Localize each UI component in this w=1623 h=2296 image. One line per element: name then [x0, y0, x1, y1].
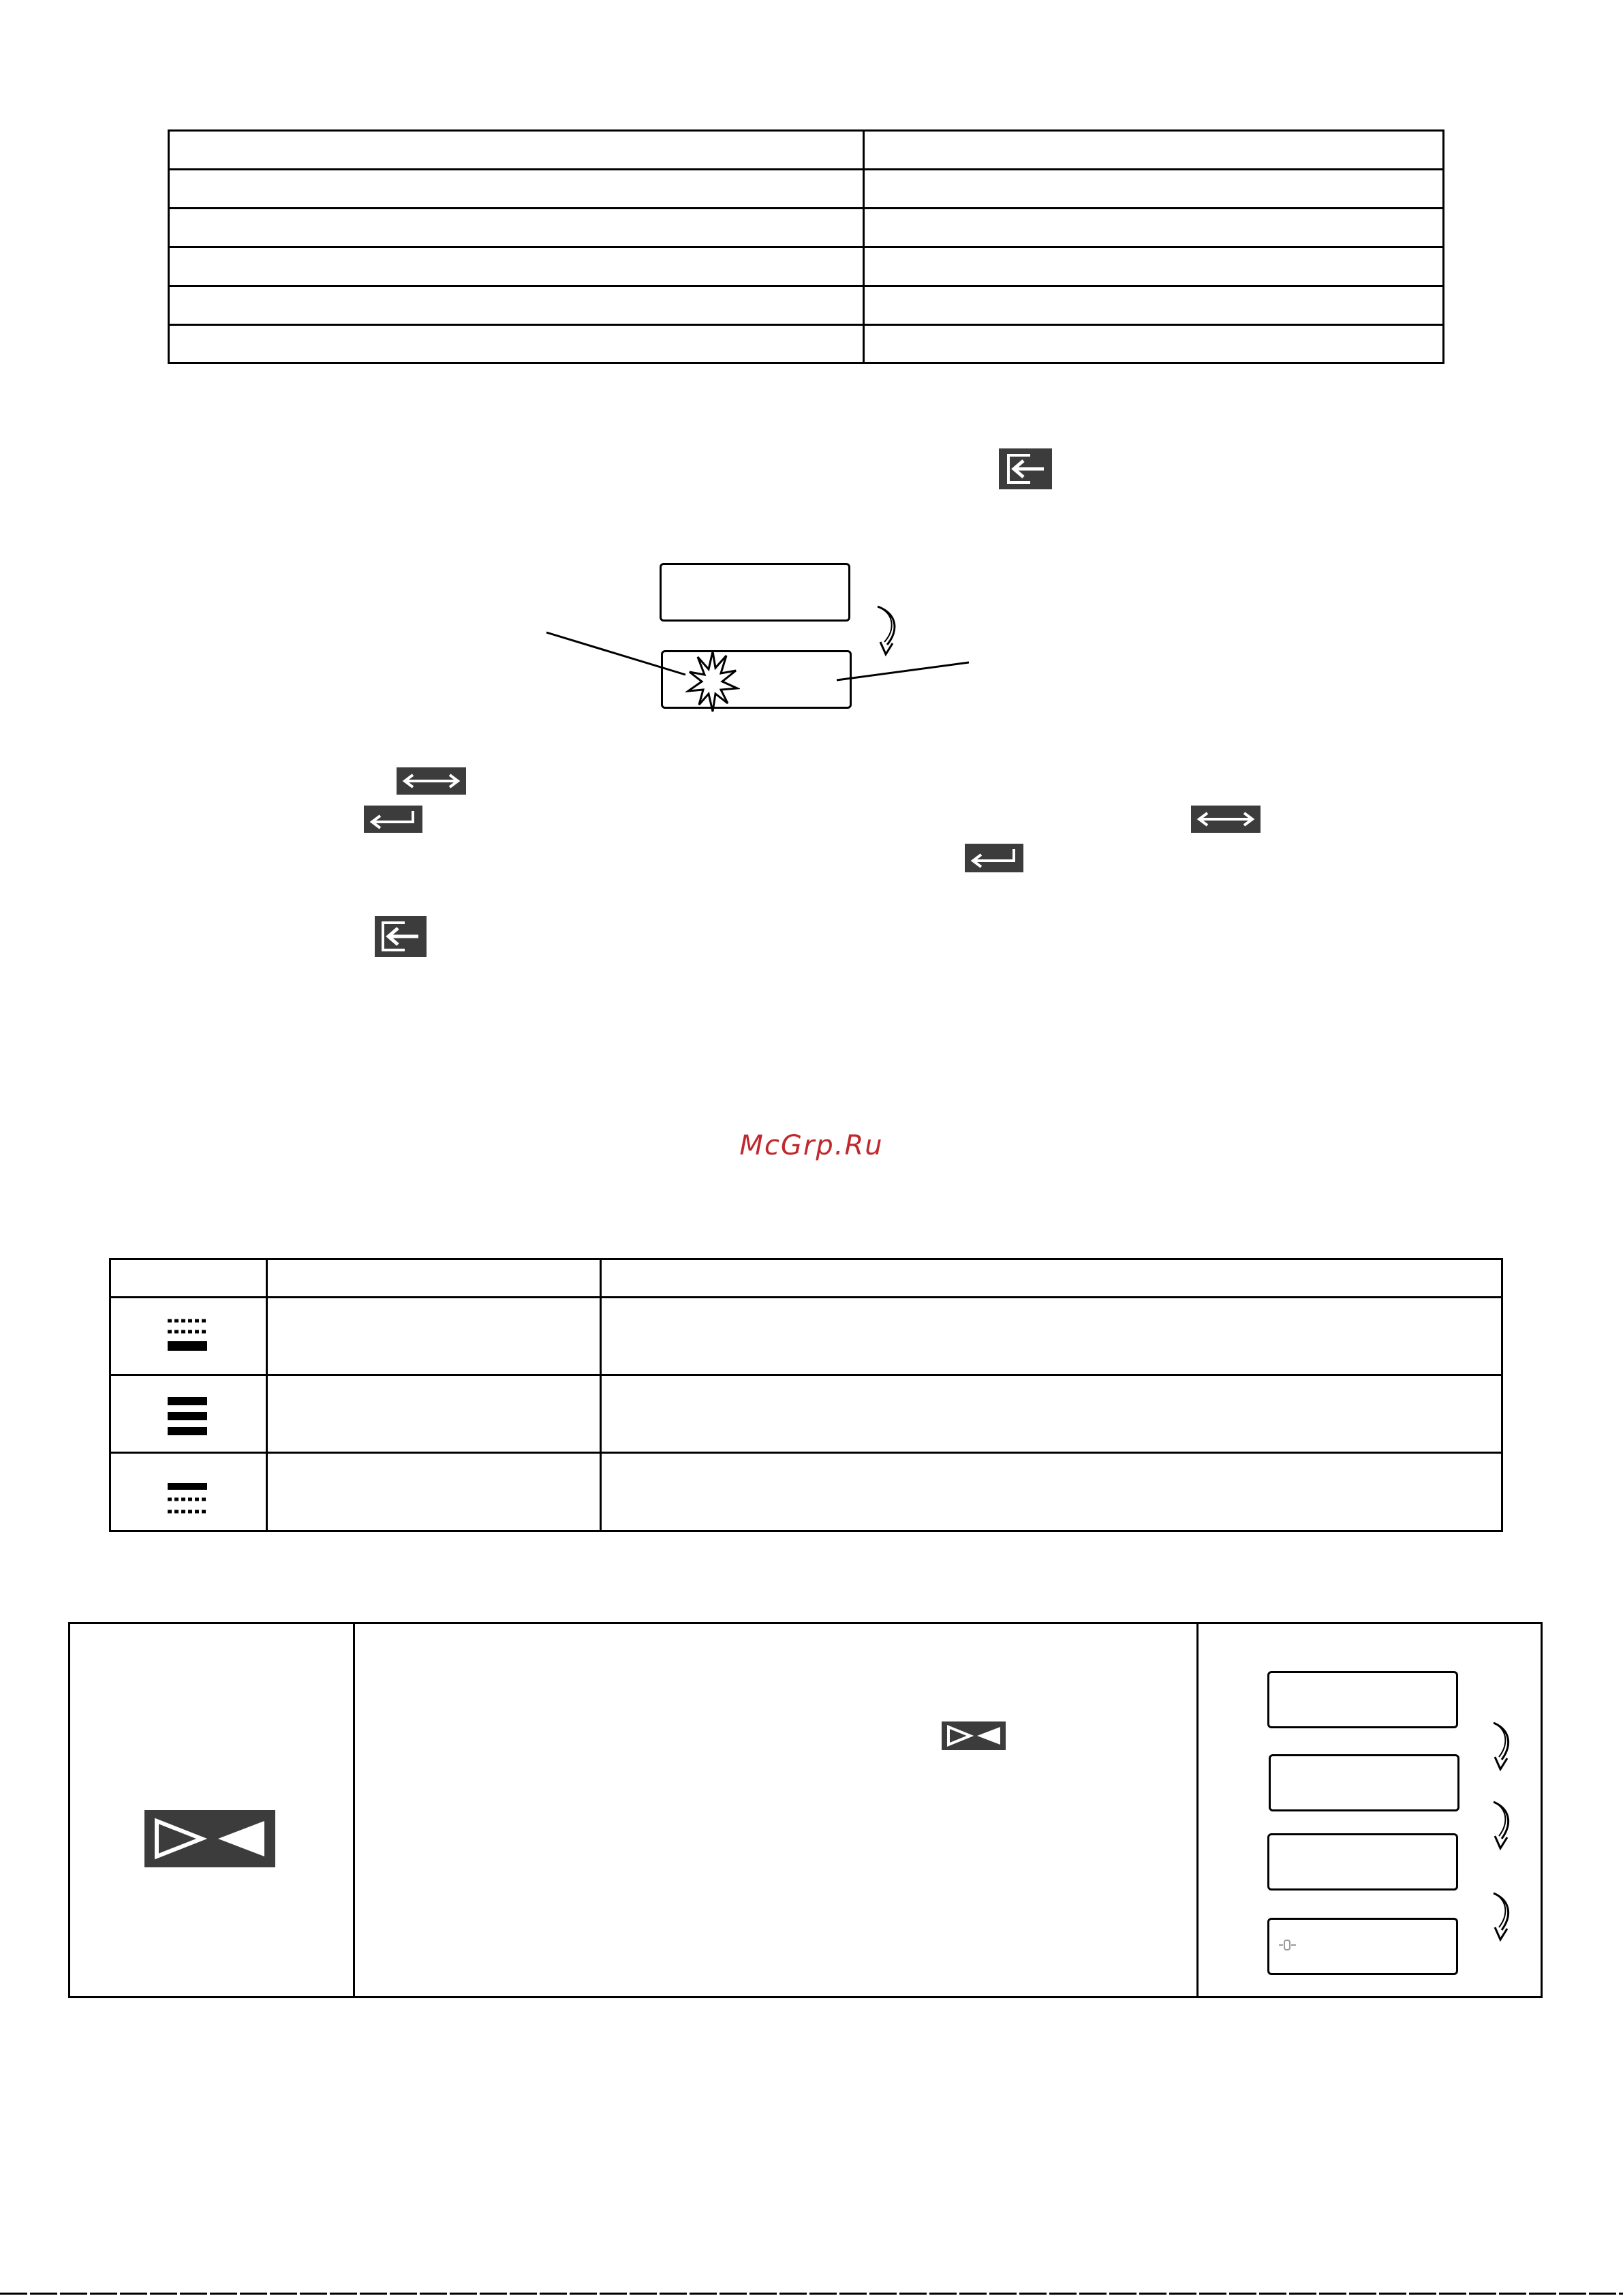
- page-bottom-rule: [0, 2293, 1623, 2295]
- level-table-col-divider: [600, 1258, 602, 1532]
- top-table-row-divider: [168, 207, 1444, 209]
- curved-arrow-down-icon: [1489, 1798, 1514, 1852]
- lcd-step-2: [1269, 1754, 1459, 1811]
- top-table: [168, 129, 1444, 364]
- left-right-arrow-key-icon: [397, 767, 466, 795]
- enter-key-icon: [965, 844, 1023, 872]
- top-table-row-divider: [168, 324, 1444, 326]
- lcd-step-3: [1267, 1833, 1458, 1891]
- pump-key-icon: [144, 1810, 275, 1867]
- top-table-row-divider: [168, 246, 1444, 248]
- top-table-row-divider: [168, 285, 1444, 287]
- top-table-row-divider: [168, 168, 1444, 170]
- level-low-icon: [166, 1315, 208, 1358]
- return-key-icon: [999, 448, 1052, 489]
- enter-key-icon: [364, 806, 422, 833]
- level-table-row-divider: [109, 1296, 1503, 1298]
- curved-arrow-down-icon: [1489, 1889, 1514, 1944]
- callout-lines: [531, 613, 981, 695]
- watermark: McGrp.Ru: [739, 1130, 884, 1161]
- level-table-row-divider: [109, 1452, 1503, 1454]
- left-right-arrow-key-icon: [1191, 806, 1261, 833]
- pump-table: [68, 1622, 1543, 1998]
- curved-arrow-down-icon: [1489, 1719, 1514, 1773]
- lcd-step-4: [1267, 1918, 1458, 1975]
- small-indicator-icon: [1278, 1935, 1298, 1955]
- lcd-step-1: [1267, 1671, 1458, 1728]
- level-table: [109, 1258, 1503, 1532]
- pump-table-col-divider: [1196, 1622, 1199, 1998]
- return-key-icon: [375, 916, 427, 957]
- pump-table-col-divider: [353, 1622, 355, 1998]
- level-table-border: [109, 1258, 1503, 1532]
- level-table-col-divider: [266, 1258, 268, 1532]
- level-table-row-divider: [109, 1374, 1503, 1376]
- level-high-icon: [166, 1483, 208, 1525]
- level-full-icon: [166, 1397, 208, 1439]
- pump-key-icon: [942, 1721, 1006, 1750]
